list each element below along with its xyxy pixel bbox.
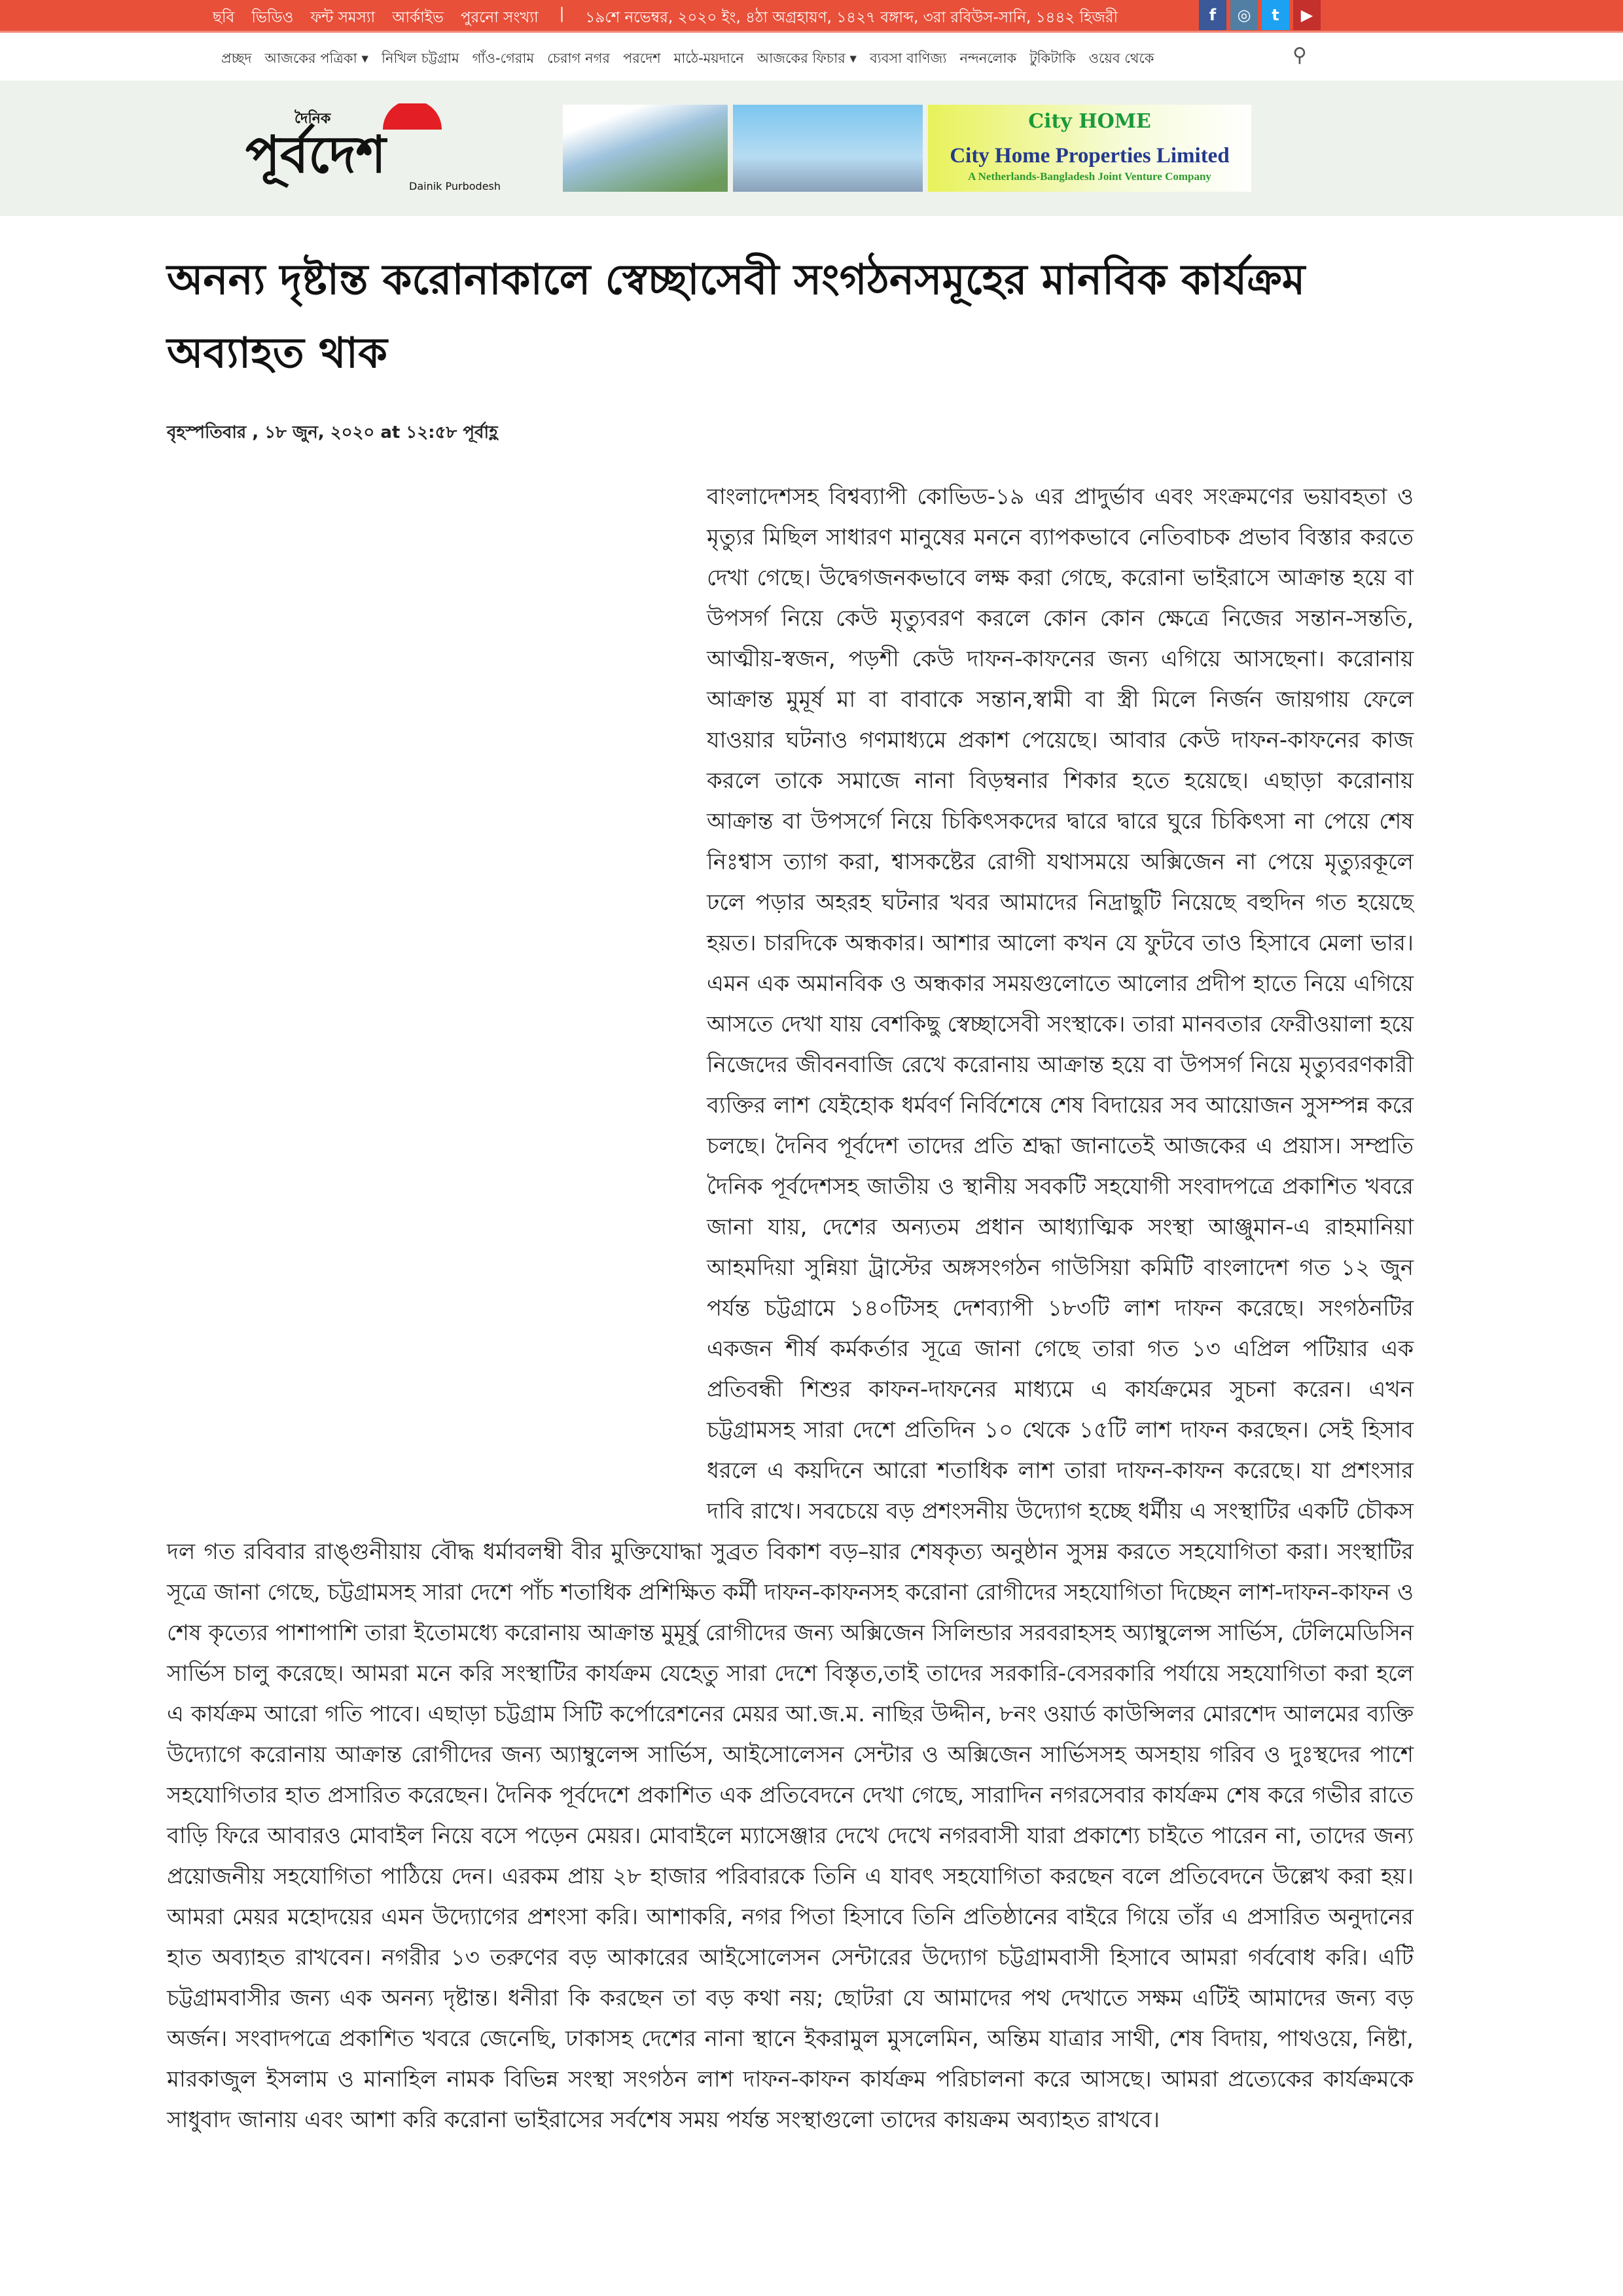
nav-item-feature[interactable]: আজকের ফিচার ▾	[757, 50, 857, 66]
nav-item-entertainment[interactable]: নন্দনলোক	[959, 50, 1017, 66]
nav-item-sports[interactable]: মাঠে-ময়দানে	[673, 50, 744, 66]
separator: |	[559, 5, 565, 22]
nav-item-village[interactable]: গাঁও-গেরাম	[472, 50, 535, 66]
top-links	[213, 5, 1118, 31]
top-link-font-problem[interactable]: ফন্ট সমস্যা	[310, 9, 376, 26]
top-link-old-issue[interactable]: পুরনো সংখ্যা	[460, 9, 539, 26]
nav-item-foreign[interactable]: পরদেশ	[622, 50, 661, 66]
nav-item-business[interactable]: ব্যবসা বাণিজ্য	[869, 50, 947, 66]
article-title: অনন্য দৃষ্টান্ত করোনাকালে স্বেচ্ছাসেবী সংগঠনসমূহের মানবিক কার্যক্রম অব্যাহত থাক	[167, 256, 1306, 378]
top-link-video[interactable]: ভিডিও	[251, 9, 294, 26]
article-body	[167, 476, 1414, 2140]
ad-brand-logo: City HOME	[1028, 110, 1151, 133]
twitter-icon[interactable]: t	[1262, 0, 1289, 30]
instagram-icon[interactable]: ◎	[1230, 0, 1258, 30]
advertisement-banner[interactable]	[563, 105, 1251, 192]
article-text: বাংলাদেশসহ বিশ্বব্যাপী কোভিড-১৯ এর প্রাদুর্ভাব এবং সংক্রমণের ভয়াবহতা ও মৃত্যুর মিছিল সাধারণ মানুষের মননে ব্যাপকভাবে নেতিবাচক প্রভাব বিস্তার করতে দেখা গেছে। উদ্বেগজনকভাবে লক্ষ করা গেছে, করোনা ভাইরাসে আক্রান্ত হয়ে বা উপসর্গ নিয়ে কেউ মৃত্যুবরণ করলে কোন কোন ক্ষেত্রে নিজের সন্তান-সন্ততি, আত্মীয়-স্বজন, পড়শী কেউ দাফন-কাফনের জন্য এগিয়ে আসছেনা। করোনায় আক্রান্ত মুমূর্ষ মা বা বাবাকে সন্তান,স্বামী বা স্ত্রী মিলে নির্জন জায়গায় ফেলে যাওয়ার ঘটনাও গণমাধ্যমে প্রকাশ পেয়েছে। আবার কেউ দাফন-কাফনের কাজ করলে তাকে সমাজে নানা বিড়ম্বনার শিকার হতে হয়েছে। এছাড়া করোনায় আক্রান্ত বা উপসর্গে নিয়ে চিকিৎসকদের দ্বারে দ্বারে ঘুরে চিকিৎসা না পেয়ে শেষ নিঃশ্বাস ত্যাগ করা, শ্বাসকষ্টের রোগী যথাসময়ে অক্সিজেন না পেয়ে মৃত্যুরকূলে ঢলে পড়ার অহরহ ঘটনার খবর আমাদের নিদ্রাছুটি নিয়েছে বহুদিন গত হয়েছে হয়ত। চারদিকে অন্ধকার। আশার আলো কখন যে ফুটবে তাও হিসাবে মেলা ভার। এমন এক অমানবিক ও অন্ধকার সময়গুলোতে আলোর প্রদীপ হাতে নিয়ে এগিয়ে আসতে দেখা যায় বেশকিছু স্বেচ্ছাসেবী সংস্থাকে। তারা মানবতার ফেরীওয়ালা হয়ে নিজেদের জীবনবাজি রেখে করোনায় আক্রান্ত হয়ে বা উপসর্গ নিয়ে মৃত্যুবরণকারী ব্যক্তির লাশ যেইহোক ধর্মবর্ণ নির্বিশেষে শেষ বিদায়ের সব আয়োজন সুসম্পন্ন করে চলছে। দৈনিব পূর্বদেশ তাদের প্রতি শ্রদ্ধা জানাতেই আজকের এ প্রয়াস। সম্প্রতি দৈনিক পূর্বদেশসহ জাতীয় ও স্থানীয় সবকটি সহযোগী সংবাদপত্রে প্রকাশিত খবরে জানা যায়, দেশের অন্যতম প্রধান আধ্যাত্মিক সংস্থা আঞ্জুমান-এ রাহমানিয়া আহমদিয়া সুন্নিয়া ট্রাস্টের অঙ্গসংগঠন গাউসিয়া কমিটি বাংলাদেশ গত ১২ জুন পর্যন্ত চট্টগ্রামে ১৪০টিসহ দেশব্যাপী ১৮৩টি লাশ দাফন করেছে। সংগঠনটির একজন শীর্ষ কর্মকর্তার সূত্রে জানা গেছে তারা গত ১৩ এপ্রিল পটিয়ার এক প্রতিবন্ধী শিশুর কাফন-দাফনের মাধ্যমে এ কার্যক্রমের সুচনা করেন। এখন চট্টগ্রামসহ সারা দেশে প্রতিদিন ১০ থেকে ১৫টি লাশ দাফন করছেন। সেই হিসাব ধরলে এ কয়দিনে আরো শতাধিক লাশ তারা দাফন-কাফন করেছে। যা প্রশংসার দাবি রাখে। সবচেয়ে বড় প্রশংসনীয় উদ্যোগ হচ্ছে ধর্মীয় এ সংস্থাটির একটি চৌকস দল গত রবিবার রাঙ্গুনীয়ায় বৌদ্ধ ধর্মাবলম্বী বীর মুক্তিযোদ্ধা সুব্রত বিকাশ বড়–য়ার শেষকৃত্য অনুষ্ঠান সুসম্ন করতে সহযোগিতা করা। সংস্থাটির সূত্রে জানা গেছে, চট্টগ্রামসহ সারা দেশে পাঁচ শতাধিক প্রশিক্ষিত কর্মী দাফন-কাফনসহ করোনা রোগীদের সহযোগিতা দিচ্ছেন লাশ-দাফন-কাফন ও শেষ কৃত্যের পাশাপাশি তারা ইতোমধ্যে করোনায় আক্রান্ত মুমূর্ষু রোগীদের জন্য অক্সিজেন সিলিন্ডার সরবরাহসহ অ্যাম্বুলেন্স সার্ভিস, টেলিমেডিসিন সার্ভিস চালু করেছে। আমরা মনে করি সংস্থাটির কার্যক্রম যেহেতু সারা দেশে বিস্তৃত,তাই তাদের সরকারি-বেসরকারি পর্যায়ে সহযোগিতা করা হলে এ কার্যক্রম আরো গতি পাবে। এছাড়া চট্টগ্রাম সিটি কর্পোরেশনের মেয়র আ.জ.ম. নাছির উদ্দীন, ৮নং ওয়ার্ড কাউন্সিলর মোরশেদ আলমের ব্যক্তি উদ্যোগে করোনায় আক্রান্ত রোগীদের জন্য অ্যাম্বুলেন্স সার্ভিস, আইসোলেসন সেন্টার ও অক্সিজেন সার্ভিসসহ অসহায় গরিব ও দুঃস্থদের পাশে সহযোগিতার হাত প্রসারিত করেছেন। দৈনিক পূর্বদেশে প্রকাশিত এক প্রতিবেদনে দেখা গেছে, সারাদিন নগরসেবার কার্যক্রম শেষ করে গভীর রাতে বাড়ি ফিরে আবারও মোবাইল নিয়ে বসে পড়েন মেয়র। মোবাইলে ম্যাসেঞ্জার দেখে দেখে নগরবাসী যারা প্রকাশ্যে চাইতে পারেন না, তাদের জন্য প্রয়োজনীয় সহযোগিতা পাঠিয়ে দেন। এরকম প্রায় ২৮ হাজার পরিবারকে তিনি এ যাবৎ সহযোগিতা করছেন বলে প্রতিবেদনে উল্লেখ করা হয়। আমরা মেয়র মহোদয়ের এমন উদ্যোগের প্রশংসা করি। আশাকরি, নগর পিতা হিসাবে তিনি প্রতিষ্ঠানের বাইরে গিয়ে তাঁর এ প্রসারিত অনুদানের হাত অব্যাহত রাখবেন। নগরীর ১৩ তরুণের বড় আকারের আইসোলেসন সেন্টারের উদ্যোগ চট্টগ্রামবাসী হিসাবে আমরা গর্ববোধ করি। এটি চট্টগ্রামবাসীর জন্য এক অনন্য দৃষ্টান্ত। ধনীরা কি করছেন তা বড় কথা নয়; ছোটরা যে আমাদের পথ দেখাতে সক্ষম এটিই আমাদের জন্য বড় অর্জন। সংবাদপত্রে প্রকাশিত খবরে জেনেছি, ঢাকাসহ দেশের নানা স্থানে ইকরামুল মুসলেমিন, অন্তিম যাত্রার সাথী, শেষ বিদায়, পাথওয়ে, নিষ্টা, মারকাজুল ইসলাম ও মানাহিল নামক বিভিন্ন সংস্থা সংগঠন লাশ দাফন-কাফন কার্যক্রম পরিচালনা করে আসছে। আমরা প্রত্যেকের কার্যক্রমকে সাধুবাদ জানায় এবং আশা করি করোনা ভাইরাসের সর্বশেষ সময় পর্যন্ত সংস্থাগুলো তাদের কায়ক্রম অব্যাহত রাখবে।	[167, 484, 1414, 2133]
current-date: ১৯শে নভেম্বর, ২০২০ ইং, ৪ঠা অগ্রহায়ণ, ১৪২৭ বঙ্গাব্দ, ৩রা রবিউস-সানি, ১৪৪২ হিজরী	[585, 9, 1118, 26]
facebook-icon[interactable]: f	[1199, 0, 1226, 30]
svg-text:দৈনিক: দৈনিক	[294, 111, 331, 127]
ad-tagline: A Netherlands-Bangladesh Joint Venture Company	[968, 170, 1211, 183]
site-header	[0, 81, 1623, 216]
search-icon[interactable]: ⚲	[1293, 44, 1307, 67]
svg-text:পূর্বদেশ: পূর্বদেশ	[245, 126, 386, 185]
top-link-archive[interactable]: আর্কাইভ	[392, 9, 444, 26]
top-bar	[0, 0, 1623, 33]
ad-space	[167, 476, 707, 1511]
nav-item-chattogram[interactable]: নিখিল চট্টগ্রাম	[381, 50, 459, 66]
nav-item-miscellaneous[interactable]: টুকিটাকি	[1029, 50, 1076, 66]
youtube-icon[interactable]: ▶	[1293, 0, 1321, 30]
article-date: বৃহস্পতিবার , ১৮ জুন, ২০২০ at ১২:৫৮ পূর্বাহ্ণ	[167, 423, 498, 442]
main-nav	[0, 35, 1623, 81]
nav-item-front-page[interactable]: প্রচ্ছদ	[221, 50, 252, 66]
ad-building-image	[563, 105, 728, 192]
nav-item-city[interactable]: চেরাগ নগর	[547, 50, 610, 66]
social-links	[1199, 0, 1321, 30]
nav-item-todays-paper[interactable]: আজকের পত্রিকা ▾	[264, 50, 368, 66]
ad-city-home	[928, 105, 1251, 192]
ad-tower-image	[733, 105, 923, 192]
site-logo[interactable]	[242, 103, 524, 195]
svg-text:Dainik Purbodesh: Dainik Purbodesh	[409, 180, 501, 192]
logo-graphic	[242, 103, 524, 195]
nav-item-from-web[interactable]: ওয়েব থেকে	[1088, 50, 1154, 66]
ad-company-name: City Home Properties Limited	[950, 144, 1230, 168]
top-link-photos[interactable]: ছবি	[213, 9, 235, 26]
